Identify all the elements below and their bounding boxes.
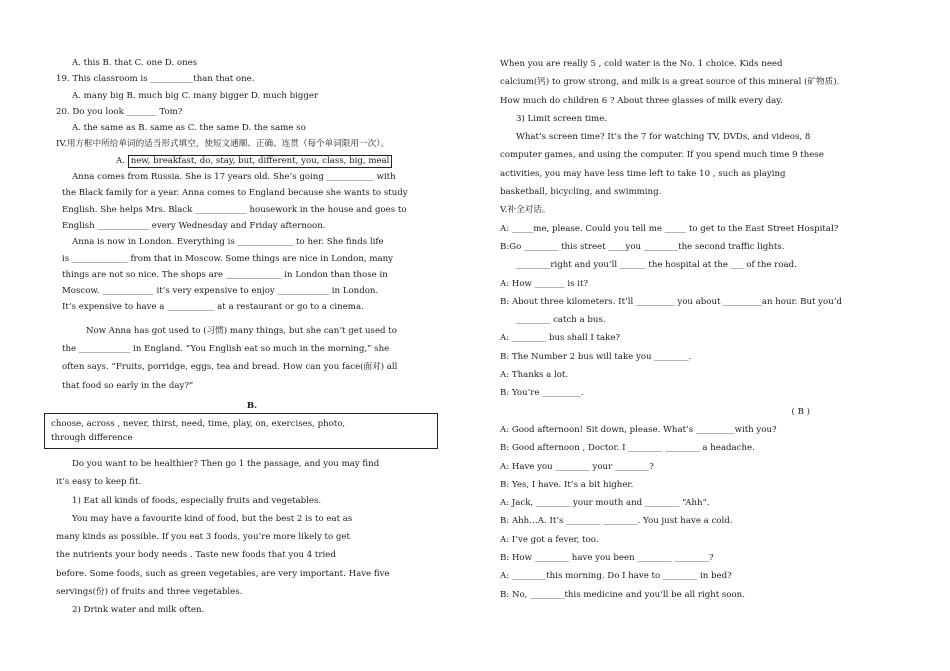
q19-options: A. many big B. much big C. many bigger D. much bigger (72, 90, 319, 101)
passage-a-line: Anna comes from Russia. She is 17 years old. She’s going ___________ with (72, 172, 396, 183)
q19-question: 19. This classroom is __________than that one. (56, 74, 255, 85)
passage-b-cont-line: How much do children 6 ? About three glasses of milk every day. (500, 95, 783, 106)
passage-a-line: Now Anna has got used to (习惯) many things, but she can’t get used to (86, 325, 397, 336)
passage-b-cont-line: activities, you may have less time left to take 10 , such as playing (500, 168, 786, 179)
dialogue-a-line: A: How _______ is it? (500, 278, 589, 289)
passage-a-line: It’s expensive to have a ___________ at a restaurant or go to a cinema. (62, 302, 364, 313)
dialogue-b-line: A: ________this morning. Do I have to ________ in bed? (500, 571, 732, 582)
passage-a-line: Anna is now in London. Everything is _____________ to her. She finds life (72, 237, 384, 248)
passage-b-cont-line: computer games, and using the computer. If you spend much time 9 these (500, 150, 824, 161)
dialogue-a-line: ________ catch a bus. (516, 315, 606, 326)
dialogue-b-line: B: Good afternoon , Doctor. I ________ ________ a headache. (500, 443, 755, 454)
passage-b-line: the nutrients your body needs . Taste new foods that you 4 tried (56, 550, 336, 561)
section5-title: V.补全对话。 (500, 205, 551, 216)
passage-a-line: that food so early in the day?” (62, 380, 194, 391)
passage-a-line: often says. “Fruits, porridge, eggs, tea and bread. How can you face(面对) all (62, 362, 398, 373)
passage-a-line: things are not so nice. The shops are _____________ in London than those in (62, 269, 388, 280)
section4-title: IV.用方框中所给单词的适当形式填空，使短文通顺、正确、连贯（每个单词限用一次）。 (56, 139, 390, 150)
dialogue-a-line: A: _____me, please. Could you tell me _____ to get to the East Street Hospital? (500, 223, 839, 234)
dialogue-b-line: B: Ahh…A. It’s ________ ________. You just have a cold. (500, 516, 733, 527)
passage-a-line: is _____________ from that in Moscow. Some things are nice in London, many (62, 253, 393, 264)
q20-question: 20. Do you look _______ Tom? (56, 106, 183, 117)
dialogue-b-line: A: Good afternoon! Sit down, please. What’s _________with you? (500, 424, 777, 435)
box-b-label: B. (246, 400, 258, 411)
dialogue-a-line: B: About three kilometers. It’ll _________ you about _________an hour. But you’d (500, 296, 842, 307)
passage-b-cont-line: calcium(钙) to grow strong, and milk is a great source of this mineral (矿物质). (500, 77, 840, 88)
dialogue-a-line: B:Go ________ this street ____you ________the second traffic lights. (500, 241, 785, 252)
dialogue-b-line: A: Have you ________ your ________? (500, 461, 654, 472)
right-column (500, 55, 900, 604)
word-box-b-line: through difference (51, 432, 133, 443)
word-box-a-label: A. (116, 155, 125, 166)
passage-b-cont-line: When you are really 5 , cold water is the No. 1 choice. Kids need (500, 59, 783, 69)
dialogue-b-line: B: Yes, I have. It’s a bit higher. (500, 479, 634, 490)
dialogue-a-line: B: The Number 2 bus will take you ________. (500, 351, 692, 362)
passage-a-line: the ____________ in England. “You English eat so much in the morning,” she (62, 344, 390, 355)
word-box-b (44, 413, 438, 449)
dialogue-a-line: B: You’re _________. (500, 388, 584, 399)
word-box-b-line: choose, across , never, thirst, need, time, play, on, exercises, photo, (51, 418, 346, 429)
passage-a-line: English. She helps Mrs. Black ____________ housework in the house and goes to (62, 204, 407, 215)
passage-b-line: 2) Drink water and milk often. (72, 605, 205, 616)
word-box-a: new, breakfast, do, stay, but, different, you, class, big, meal (128, 155, 393, 168)
passage-b-cont-line: 3) Limit screen time. (516, 113, 608, 124)
passage-a-line: the Black family for a year. Anna comes to England because she wants to study (62, 188, 408, 199)
word-box-a-row (56, 153, 448, 169)
passage-b-line: You may have a favourite kind of food, but the best 2 is to eat as (72, 513, 353, 524)
passage-b-line: many kinds as possible. If you eat 3 foods, you’re more likely to get (56, 532, 350, 543)
q18-options: A. this B. that C. one D. ones (72, 58, 198, 68)
dialogue-a-line: A: ________ bus shall I take? (500, 333, 621, 344)
passage-a-line: Moscow. ____________ it’s very expensive to enjoy ____________ in London. (62, 286, 379, 297)
dialogue-b-line: B: How ________ have you been ________ ________? (500, 553, 714, 564)
left-column (51, 55, 448, 620)
passage-b-line: Do you want to be healthier? Then go 1 the passage, and you may find (72, 458, 380, 469)
passage-b-line: before. Some foods, such as green vegetables, are very important. Have five (56, 568, 390, 579)
dialogue-a-line: A: Thanks a lot. (500, 370, 569, 381)
dialogue-b-line: A: I’ve got a fever, too. (500, 534, 599, 545)
dialogue-b-label: ( B ) (791, 406, 810, 417)
q20-options: A. the same as B. same as C. the same D. the same so (72, 123, 306, 134)
passage-b-line: 1) Eat all kinds of foods, especially fruits and vegetables. (72, 495, 322, 506)
dialogue-a-line: ________right and you’ll ______ the hospital at the ___ of the road. (516, 260, 797, 271)
dialogue-b-line: B: No, ________this medicine and you’ll be all right soon. (500, 589, 745, 600)
passage-a-line: English ____________ every Wednesday and Friday afternoon. (62, 220, 326, 231)
passage-b-line: servings(份) of fruits and three vegetables. (56, 587, 243, 598)
passage-b-line: it’s easy to keep fit. (56, 477, 142, 488)
passage-b-cont-line: basketball, bicycling, and swimming. (500, 187, 662, 198)
dialogue-b-line: A: Jack, ________ your mouth and ________ “Ahh”. (500, 498, 710, 509)
passage-b-cont-line: What’s screen time? It’s the 7 for watching TV, DVDs, and videos, 8 (516, 132, 811, 143)
